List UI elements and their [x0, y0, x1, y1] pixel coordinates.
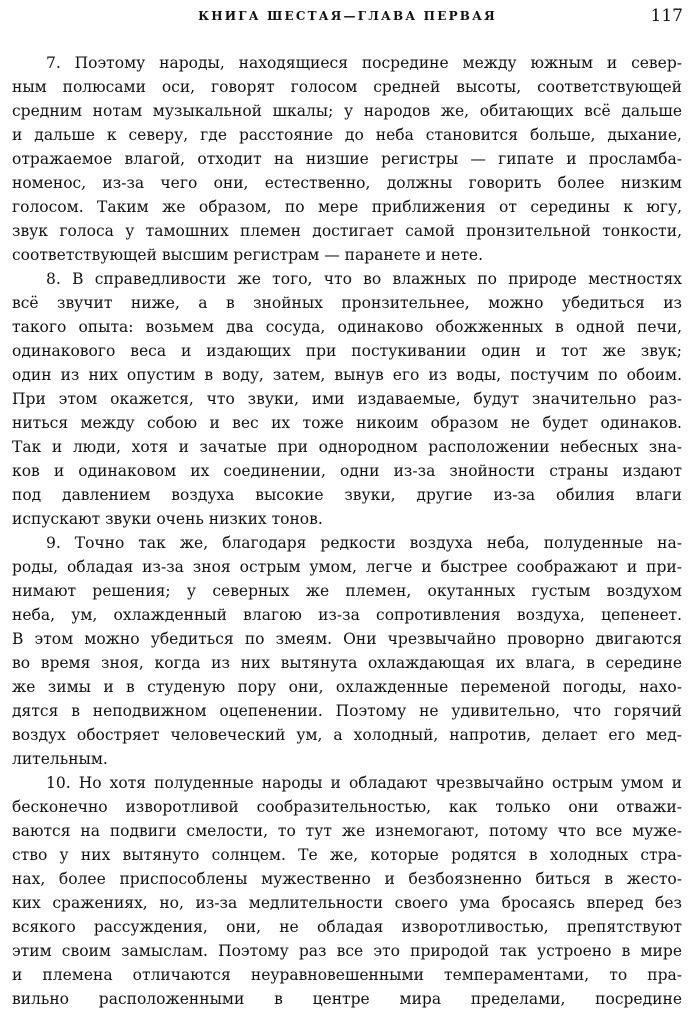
paragraph-9-line: лительным. [12, 750, 108, 768]
paragraph-7-line: 7. Поэтому народы, находящиеся посредине между южным и север- [46, 54, 682, 72]
paragraph-8-line: один из них опустим в воду, затем, вынув его из воды, постучим по обоим. [12, 366, 682, 384]
paragraph-9-line: во время зноя, когда из них вытянута охлаждающая их влага, в середине [12, 654, 682, 672]
paragraph-10-line: ство у них вытянуто солнцем. Те же, которые родятся в холодных стра- [12, 846, 682, 864]
paragraph-8-line: ков и одинаковом их соединении, одни из-за знойности страны издают [12, 462, 682, 480]
paragraph-10-line: этим своим замыслам. Поэтому раз все это природой так устроено в мире [12, 942, 682, 960]
paragraph-8-line: Так и люди, хотя и зачатые при однородном расположении небесных зна- [12, 438, 682, 456]
paragraph-9-line: воздух обостряет человеческий ум, а холодный, напротив, делает его мед- [12, 726, 682, 744]
paragraph-7-line: и дальше к северу, где расстояние до неба становится больше, дыхание, [12, 126, 682, 144]
paragraph-9-line: В этом можно убедиться по змеям. Они чрезвычайно проворно двигаются [12, 630, 682, 648]
running-head [12, 6, 683, 32]
paragraph-8-line: под давлением воздуха высокие звуки, другие из-за обилия влаги [12, 486, 682, 504]
paragraph-10-line: вильно расположенными в центре мира пределами, посредине [12, 990, 682, 1008]
paragraph-8-line: такого опыта: возьмем два сосуда, одинаково обожженных в одной печи, [12, 318, 682, 336]
paragraph-8-line: ниться между собою и вес их тоже никоим образом не будет одинаков. [12, 414, 682, 432]
paragraph-9-line: неба, ум, охлажденный влагою из-за сопротивления воздуха, цепенеет. [12, 606, 682, 624]
paragraph-10-line: и племена отличаются неуравновешенными темпераментами, то пра- [12, 966, 682, 984]
paragraph-9-line: нимают решения; у северных же племен, окутанных густым воздухом [12, 582, 682, 600]
paragraph-10-line: всякого рассуждения, они, не обладая изворотливостью, препятствуют [12, 918, 682, 936]
paragraph-9-line: роды, обладая из-за зноя острым умом, легче и быстрее соображают и при- [12, 558, 682, 576]
paragraph-7-line: ным полюсами оси, говорят голосом средней высоты, соответствующей [12, 78, 682, 96]
paragraph-10-line: ких сражениях, но, из-за медлительности своего ума бросаясь вперед без [12, 894, 682, 912]
paragraph-10-line: бесконечно изворотливой сообразительностью, как только они отважи- [12, 798, 682, 816]
paragraph-7-line: соответствующей высшим регистрам — паранете и нете. [12, 246, 484, 264]
paragraph-7-line: номенос, из-за чего они, естественно, должны говорить более низким [12, 174, 682, 192]
paragraph-8-line: 8. В справедливости же того, что во влажных по природе местностях [46, 270, 682, 288]
page-number: 117 [650, 6, 683, 26]
paragraph-8-line: При этом окажется, что звуки, ими издаваемые, будут значительно раз- [12, 390, 682, 408]
paragraph-7-line: звук голоса у тамошних племен достигает самой пронзительной тонкости, [12, 222, 682, 240]
paragraph-8-line: всё звучит ниже, а в знойных пронзительнее, можно убедиться из [12, 294, 682, 312]
paragraph-8-line: одинакового веса и издающих при постукивании один и тот же звук; [12, 342, 682, 360]
paragraph-8-line: испускают звуки очень низких тонов. [12, 510, 323, 528]
paragraph-10-line: нах, более приспособлены мужественно и безбоязненно биться в жесто- [12, 870, 682, 888]
running-title: КНИГА ШЕСТАЯ—ГЛАВА ПЕРВАЯ [198, 9, 497, 23]
paragraph-10-line: ваются на подвиги смелости, то тут же изнемогают, потому что все муже- [12, 822, 682, 840]
paragraph-10-line: 10. Но хотя полуденные народы и обладают чрезвычайно острым умом и [46, 774, 682, 792]
paragraph-9-line: же зимы и в студеную пору они, охлажденные переменой погоды, нахо- [12, 678, 682, 696]
paragraph-7-line: отражаемое влагой, отходит на низшие регистры — гипате и просламба- [12, 150, 682, 168]
paragraph-7-line: голосом. Таким же образом, по мере приближения от середины к югу, [12, 198, 682, 216]
paragraph-7-line: средним нотам музыкальной шкалы; у народов же, обитающих всё дальше [12, 102, 682, 120]
paragraph-9-line: 9. Точно так же, благодаря редкости воздуха неба, полуденные на- [46, 534, 682, 552]
paragraph-9-line: дятся в неподвижном оцепенении. Поэтому не удивительно, что горячий [12, 702, 682, 720]
